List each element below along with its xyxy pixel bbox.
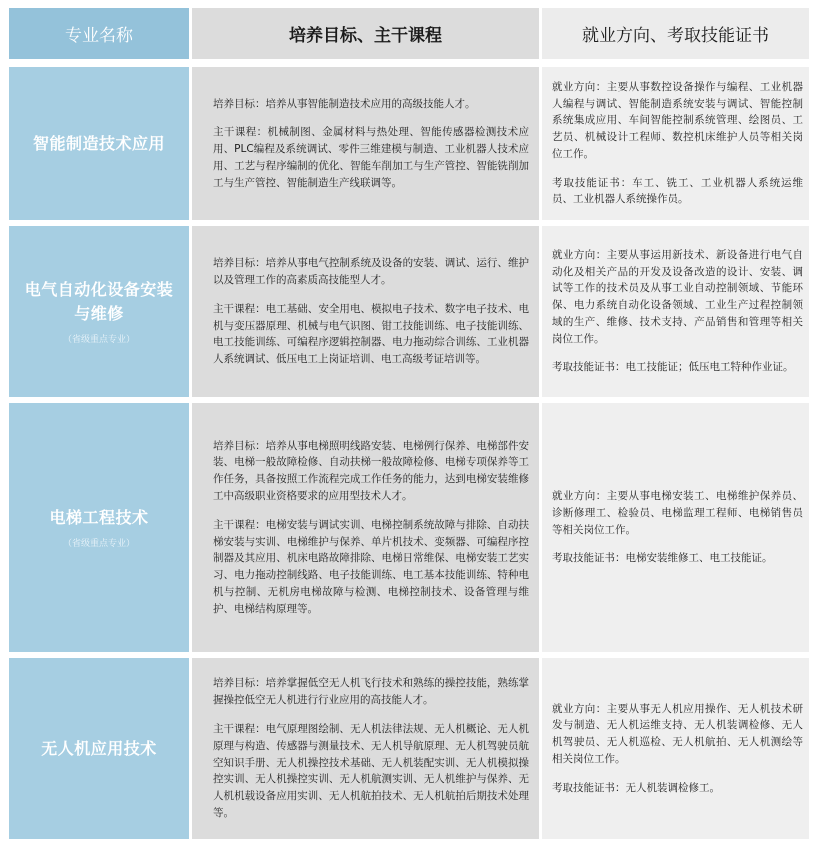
employment-certificate-cell [542,658,809,839]
objective-courses-cell [192,67,539,220]
employment-certificate-cell [542,226,809,397]
employment-direction: 就业方向：主要从事数控设备操作与编程、工业机器人编程与调试、智能制造系统安装与调试、智能控制系统集成应用、车间智能控制系统管理、绘图员、工艺员、机械设计工程师、数控机床维护人员等相关岗位工作。 [552,80,803,160]
objective-courses-cell [192,403,539,652]
header-major-name: 专业名称 [9,8,189,59]
skill-certificate: 考取技能证书：车工、铣工、工业机器人系统运维员、工业机器人系统操作员。 [552,176,803,206]
skill-certificate: 考取技能证书：电工技能证；低压电工特种作业证。 [552,361,794,374]
skill-certificate: 考取技能证书：电梯安装维修工、电工技能证。 [552,552,773,565]
training-objective: 培养目标：培养从事智能制造技术应用的高级技能人才。 [213,97,476,110]
main-courses: 主干课程：电梯安装与调试实训、电梯控制系统故障与排除、自动扶梯安装与实训、电梯维护与保养、单片机技术、变频器、可编程序控制器及其应用、机床电路故障排除、电梯日常维保、电梯安装工艺实习、电力拖动控制线路、电子技能训练、电工基本技能训练、特种电机与控制、无机房电梯故障与检测、电梯控制技术、设备管理与维护、电梯结构原理等。 [213,518,529,615]
training-objective: 培养目标：培养从事电气控制系统及设备的安装、调试、运行、维护以及管理工作的高素质高技能型人才。 [213,257,529,286]
table-row-name-cell [9,658,189,839]
employment-certificate-cell [542,403,809,652]
major-name: 电梯工程技术 [49,508,149,527]
training-objective: 培养目标：培养从事电梯照明线路安装、电梯例行保养、电梯部件安装、电梯一般故障检修、自动扶梯一般故障检修、电梯专项保养等工作任务，具备按照工作流程完成工作任务的能力，达到电梯安装维修工中高级职业资格要求的应用型技术人才。 [213,439,529,502]
major-name: 电气自动化设备安装与维修 [24,280,174,323]
header-employment-certificate: 就业方向、考取技能证书 [542,8,809,59]
employment-direction: 就业方向：主要从事无人机应用操作、无人机技术研发与制造、无人机运维支持、无人机装调检修、无人机驾驶员、无人机巡检、无人机航拍、无人机测绘等相关岗位工作。 [552,702,803,765]
skill-certificate: 考取技能证书：无人机装调检修工。 [552,781,720,794]
table-row-name-cell [9,67,189,220]
employment-direction: 就业方向：主要从事电梯安装工、电梯维护保养员、诊断修理工、检验员、电梯监理工程师、电梯销售员等相关岗位工作。 [552,489,803,536]
main-courses: 主干课程：电气原理图绘制、无人机法律法规、无人机概论、无人机原理与构造、传感器与测量技术、无人机导航原理、无人机驾驶员航空知识手册、无人机操控技术基础、无人机装配实训、无人机模拟操控实训、无人机操控实训、无人机航测实训、无人机维护与保养、无人机机载设备应用实训、无人机航拍技术、无人机航拍后期技术处理等。 [213,722,529,819]
objective-courses-cell [192,226,539,397]
objective-courses-cell [192,658,539,839]
table-row-name-cell [9,403,189,652]
main-courses: 主干课程：机械制图、金属材料与热处理、智能传感器检测技术应用、PLC编程及系统调试、零件三维建模与制造、工业机器人技术应用、工艺与程序编制的优化、智能车削加工与生产管控、智能铣削加工与生产管控、智能制造生产线联调等。 [213,126,529,189]
employment-certificate-cell [542,67,809,220]
main-courses: 主干课程：电工基础、安全用电、模拟电子技术、数字电子技术、电机与变压器原理、机械与电气识图、钳工技能训练、电子技能训练、电工技能训练、可编程序逻辑控制器、电力拖动综合训练、工业机器人系统调试、低压电工上岗证培训、电工高级考证培训等。 [213,302,529,366]
major-name: 无人机应用技术 [41,738,157,758]
major-note: （省级重点专业） [62,539,135,549]
training-objective: 培养目标：培养掌握低空无人机飞行技术和熟练的操控技能，熟练掌握操控低空无人机进行行业应用的高技能人才。 [213,677,529,707]
header-objective-courses: 培养目标、主干课程 [192,8,539,59]
employment-direction: 就业方向：主要从事运用新技术、新设备进行电气自动化及相关产品的开发及设备改造的设计、安装、调试等工作的技术员及从事工业自动控制领域、节能环保、电力系统自动化设备领域、工业生产过程控制领域的生产、维修、技术支持、产品销售和管理等相关岗位工作。 [552,248,803,345]
major-name: 智能制造技术应用 [32,133,165,153]
major-note: （省级重点专业） [62,335,135,345]
table-row-name-cell [9,226,189,397]
